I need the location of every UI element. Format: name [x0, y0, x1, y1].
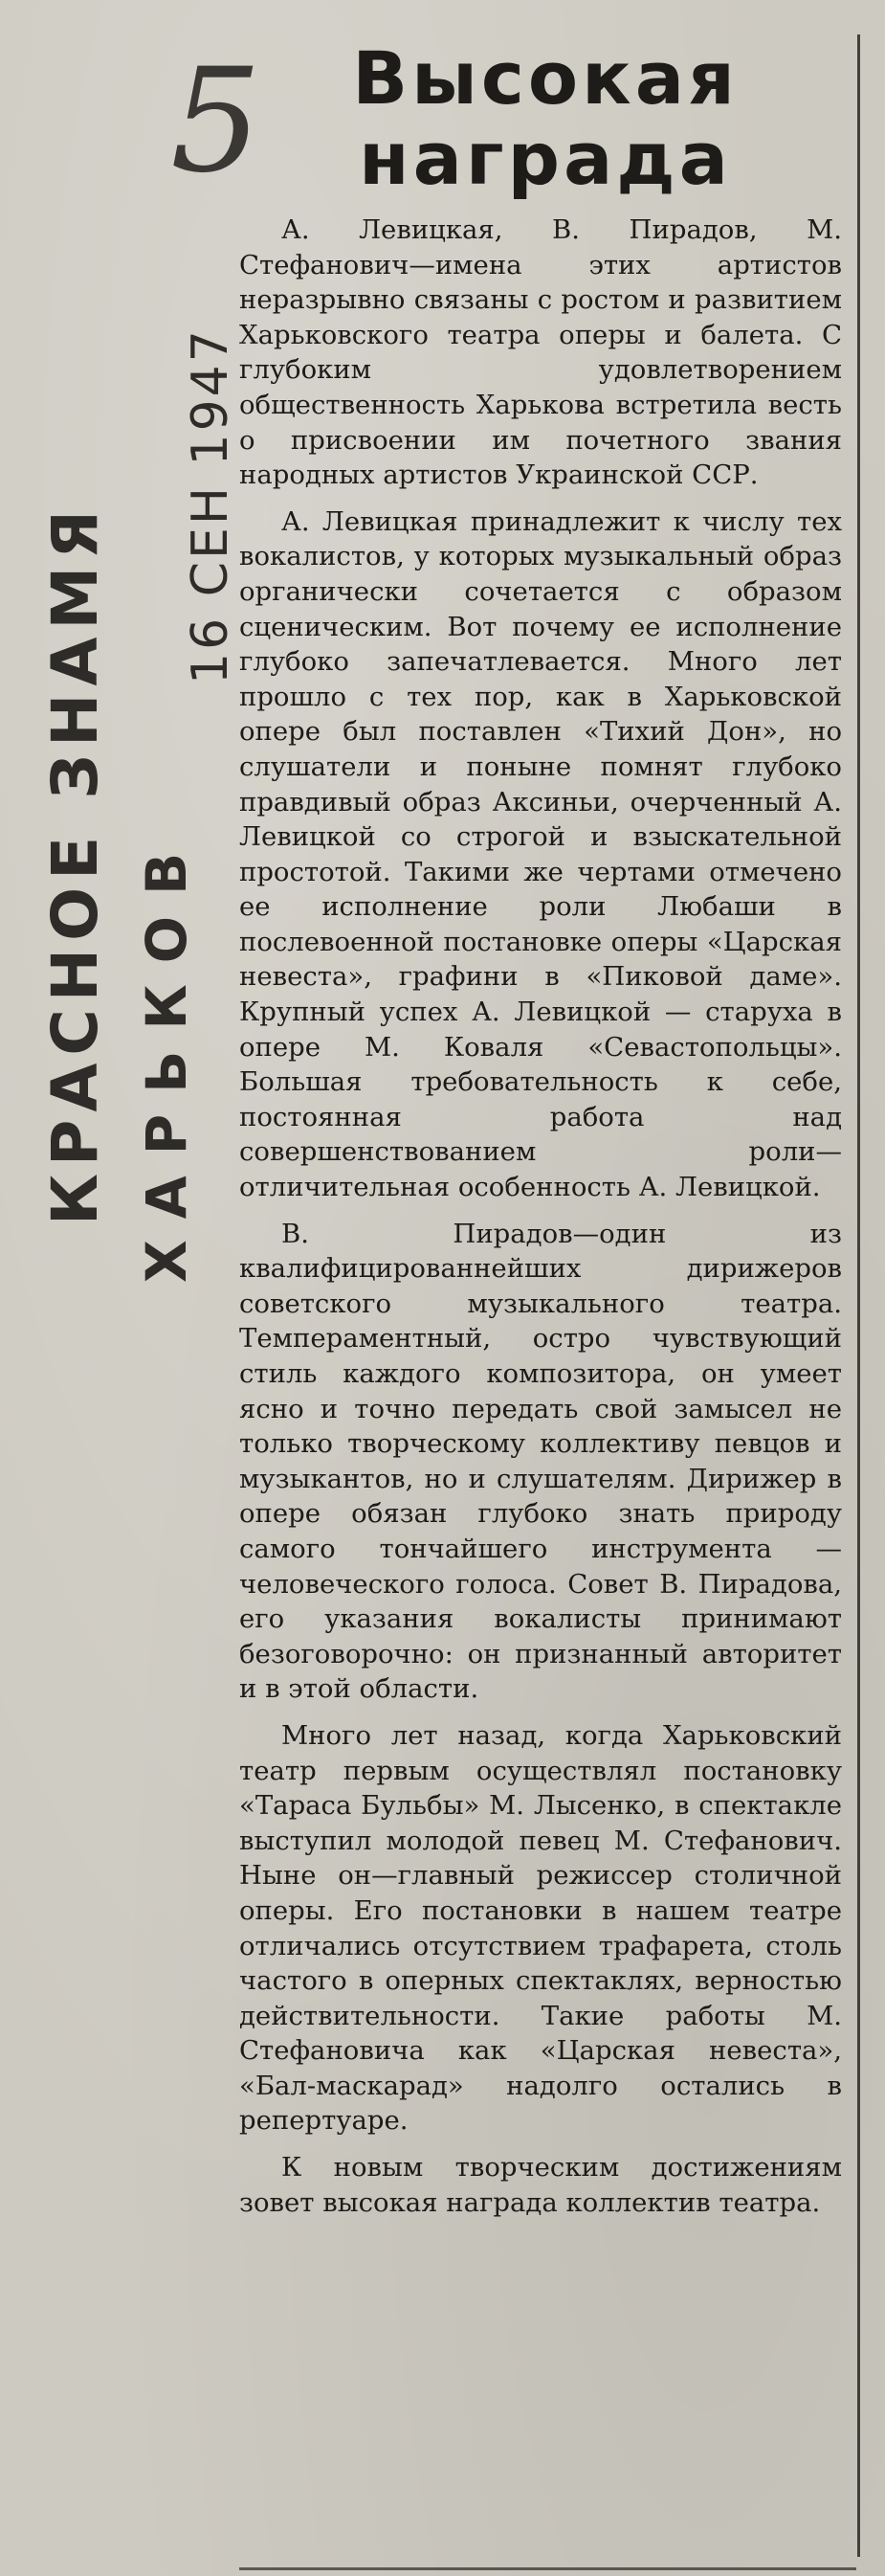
- article-paragraph: Много лет назад, когда Харьковский театр первым осуществлял постановку «Тараса Бульбы» М. Лысенко, в спектакле выступил молодой певец М. Стефанович. Ныне он—главный режиссер столичной оперы. Его постановки в нашем театре отличались отсутствием трафарета, столь частого в оперных спектаклях, верностью действительности. Такие работы М. Стефановича как «Царская невеста», «Бал-маскарад» надолго остались в репертуаре.: [239, 1719, 842, 2137]
- article-paragraph: А. Левицкая принадлежит к числу тех вокалистов, у которых музыкальный образ органически сочетается с образом сценическим. Вот почему ее исполнение глубоко запечатлевается. Много лет прошло с тех пор, как в Харьковской опере был поставлен «Тихий Дон», но слушатели и поныне помнят глубоко правдивый образ Аксиньи, очерченный А. Левицкой со строгой и взыскательной простотой. Такими же чертами отмечено ее исполнение роли Любаши в послевоенной постановке оперы «Царская невеста», графини в «Пиковой даме». Крупный успех А. Левицкой — старуха в опере М. Коваля «Севастопольцы». Большая требовательность к себе, постоянная работа над совершенствованием роли—отличительная особенность А. Левицкой.: [239, 505, 842, 1203]
- stamp-city: ХАРЬКОВ: [134, 831, 199, 1283]
- handwritten-number: 5: [170, 38, 262, 205]
- stamp-newspaper-name: КРАСНОЕ ЗНАМЯ: [38, 503, 112, 1225]
- bottom-rule: [239, 2567, 856, 2570]
- archive-stamp: [29, 144, 239, 1283]
- article-paragraph: В. Пирадов—один из квалифицированнейших дирижеров советского музыкального театра. Темпераментный, остро чувствующий стиль каждого композитора, он умеет ясно и точно передать свой замысел не только творческому коллективу певцов и музыкантов, но и слушателям. Дирижер в опере обязан глубоко знать природу самого тончайшего инструмента — человеческого голоса. Совет В. Пирадова, его указания вокалисты принимают безоговорочно: он признанный авторитет и в этой области.: [239, 1218, 842, 1705]
- article-headline: [316, 35, 775, 201]
- stamp-date: 16 СЕН 1947: [182, 327, 239, 684]
- headline-line-2: награда: [359, 116, 732, 201]
- article-paragraph: А. Левицкая, В. Пирадов, М. Стефанович—имена этих артистов неразрывно связаны с ростом и развитием Харьковского театра оперы и балета. С глубоким удовлетворением общественность Харькова встретила весть о присвоении им почетного звания народных артистов Украинской ССР.: [239, 214, 842, 491]
- article-paragraph: К новым творческим достижениям зовет высокая награда коллектив театра.: [239, 2152, 842, 2218]
- headline-line-1: Высокая: [352, 35, 739, 121]
- article-body: [239, 213, 842, 2231]
- column-rule: [857, 34, 860, 2557]
